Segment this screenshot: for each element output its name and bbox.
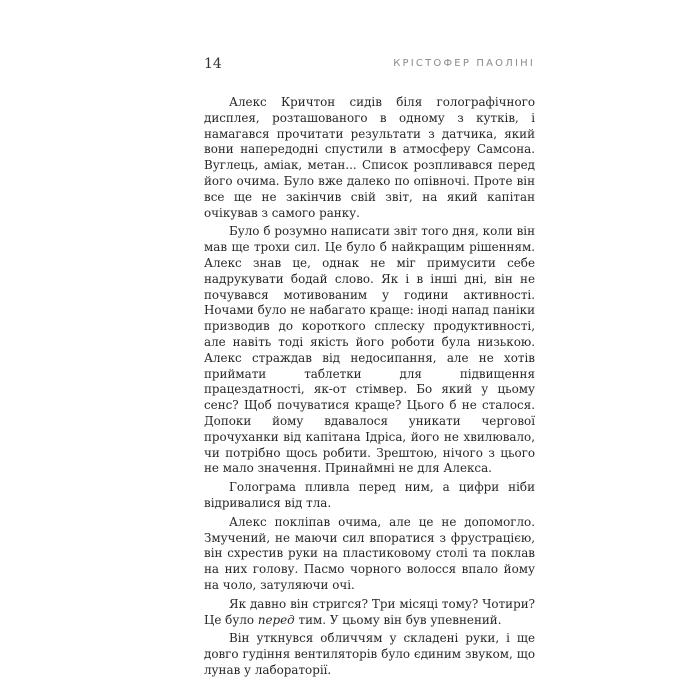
running-head: КРІСТОФЕР ПАОЛІНІ [393,58,535,69]
page-header [204,56,535,76]
paragraph: Голограма пливла перед ним, а цифри ніби відривалися від тла. [204,480,535,510]
paragraph: Було б розумно написати звіт того дня, коли він мав ще трохи сил. Це було б найкращим рішенням. Алекс знав це, однак не міг примусити себе надрукувати бодай слово. Як і в інші дні, він не почувався мотивованим у години активності. Ночами було не набагато краще: іноді напад паніки призводив до короткого сплеску продуктивності, але навіть тоді якість його роботи була низькою. Алекс страждав від недосипання, але не хотів приймати таблетки для підвищення працездатності, як-от стімвер. Бо який у цьому сенс? Щоб почуватися краще? Цього б не сталося. Допоки йому вдавалося уникати чергової прочуханки від капітана Ідріса, його не хвилювало, чи потрібно щось робити. Зрештою, нічого з цього не мало значення. Принаймні не для Алекса. [204,224,535,476]
paragraph: Він уткнувся обличчям у складені руки, і ще довго гудіння вентиляторів було єдиним звуком, що лунав у лабораторії. [204,631,535,677]
paragraph: Алекс Кричтон сидів біля голографічного дисплея, розташованого в одному з кутків, і намагався прочитати результати з датчика, який вони напередодні спустили в атмосферу Самсона. Вуглець, аміак, метан... Список розпливався перед його очима. Було вже далеко по опівночі. Проте він все ще не закінчив свій звіт, на який капітан очікував з самого ранку. [204,95,535,220]
page-number: 14 [204,56,222,72]
paragraph-text: Як давно він стригся? Три місяці тому? Чотири? Це було [204,596,535,627]
paragraph [204,597,535,629]
body-text [204,95,535,682]
paragraph: Алекс покліпав очима, але це не допомогло. Змучений, не маючи сил впоратися з фрустрацією, він схрестив руки на пластиковому столі та поклав на них голову. Пасмо чорного волосся впало йому на чоло, затуляючи очі. [204,514,535,592]
paragraph-text: тим. У цьому він був упевнений. [294,612,502,627]
emphasized-word: перед [257,612,295,627]
